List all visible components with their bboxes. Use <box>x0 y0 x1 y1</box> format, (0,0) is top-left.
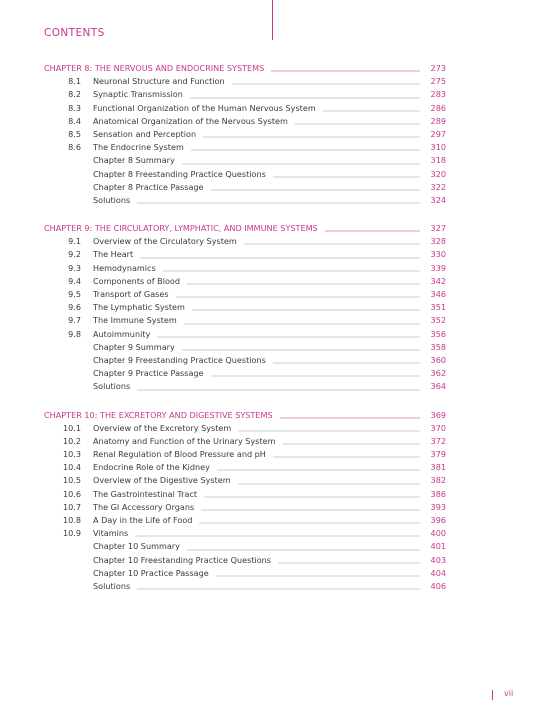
page-title: CONTENTS <box>44 27 105 39</box>
dot-leader <box>137 582 420 590</box>
section-title: Chapter 10 Freestanding Practice Questions <box>93 554 272 565</box>
dot-leader <box>187 543 420 551</box>
section-page-number: 358 <box>430 341 446 352</box>
toc-entry[interactable] <box>44 501 446 514</box>
section-title: The Heart <box>93 249 134 260</box>
section-title: Sensation and Perception <box>93 128 197 139</box>
section-page-number: 283 <box>430 89 446 100</box>
section-title: Hemodynamics <box>93 262 156 273</box>
section-page-number: 400 <box>430 528 446 539</box>
section-page-number: 372 <box>430 435 446 446</box>
section-number: 10.8 <box>62 515 81 525</box>
chapter-page-number: 369 <box>430 409 446 420</box>
section-page-number: 403 <box>430 554 446 565</box>
dot-leader <box>323 104 420 112</box>
toc-entry[interactable] <box>44 88 446 101</box>
section-title: Chapter 8 Practice Passage <box>93 181 204 192</box>
section-page-number: 320 <box>430 168 446 179</box>
section-page-number: 351 <box>430 302 446 313</box>
section-title: Neuronal Structure and Function <box>93 76 225 87</box>
dot-leader <box>184 317 420 325</box>
section-title: Solutions <box>93 580 131 591</box>
chapter-heading-row[interactable] <box>44 409 446 422</box>
chapter-title: CHAPTER 9: THE CIRCULATORY, LYMPHATIC, AND IMMUNE SYSTEMS <box>44 223 318 234</box>
section-number: 10.4 <box>62 462 81 473</box>
dot-leader <box>182 157 420 165</box>
dot-leader <box>163 264 420 272</box>
dot-leader <box>273 356 420 364</box>
dot-leader <box>137 196 420 204</box>
toc-entry[interactable] <box>44 275 446 288</box>
section-number: 9.7 <box>68 315 81 326</box>
dot-leader <box>199 516 420 524</box>
toc-entry[interactable] <box>44 301 446 314</box>
toc-entry[interactable] <box>44 314 446 327</box>
toc-entry[interactable] <box>44 154 446 167</box>
toc-entry[interactable] <box>44 248 446 261</box>
section-page-number: 346 <box>430 289 446 299</box>
top-divider <box>272 0 273 40</box>
dot-leader <box>216 569 420 577</box>
chapter-block <box>44 222 446 393</box>
section-title: Solutions <box>93 381 131 392</box>
section-title: Chapter 8 Freestanding Practice Questions <box>93 168 266 179</box>
section-number: 9.2 <box>68 249 81 260</box>
section-page-number: 297 <box>430 128 446 139</box>
section-page-number: 342 <box>430 275 446 286</box>
chapter-title: CHAPTER 10: THE EXCRETORY AND DIGESTIVE SYSTEMS <box>44 409 273 420</box>
toc-entry[interactable] <box>44 181 446 194</box>
section-number: 9.8 <box>68 328 81 339</box>
toc-entry[interactable] <box>44 554 446 567</box>
section-number: 9.1 <box>68 236 81 247</box>
dot-leader <box>280 411 420 419</box>
toc-entry[interactable] <box>44 448 446 461</box>
section-title: Chapter 9 Summary <box>93 341 175 352</box>
dot-leader <box>238 477 420 485</box>
dot-leader <box>271 64 420 72</box>
section-title: Overview of the Circulatory System <box>93 236 237 247</box>
toc-entry[interactable] <box>44 141 446 154</box>
chapter-heading-row[interactable] <box>44 62 446 75</box>
section-title: Solutions <box>93 194 131 205</box>
section-number: 8.6 <box>68 142 81 153</box>
folio-page-number: vii <box>504 689 514 698</box>
section-page-number: 356 <box>430 328 446 339</box>
section-title: Chapter 10 Summary <box>93 541 180 552</box>
section-page-number: 324 <box>430 194 446 205</box>
section-title: Chapter 8 Summary <box>93 155 175 166</box>
section-number: 10.6 <box>62 488 81 499</box>
section-number: 8.1 <box>68 76 81 87</box>
toc-entry[interactable] <box>44 354 446 367</box>
toc-entry[interactable] <box>44 474 446 487</box>
toc-entry[interactable] <box>44 168 446 181</box>
toc-entry[interactable] <box>44 435 446 448</box>
dot-leader <box>211 183 420 191</box>
section-page-number: 339 <box>430 262 446 273</box>
section-number: 9.6 <box>68 302 81 313</box>
dot-leader <box>182 343 420 351</box>
section-page-number: 318 <box>430 155 446 166</box>
section-title: Chapter 10 Practice Passage <box>93 567 209 578</box>
section-page-number: 310 <box>430 142 446 153</box>
toc-entry[interactable] <box>44 461 446 474</box>
dot-leader <box>201 503 420 511</box>
dot-leader <box>187 277 420 285</box>
section-number: 8.4 <box>68 115 81 126</box>
section-title: Renal Regulation of Blood Pressure and pH <box>93 449 266 460</box>
toc-entry[interactable] <box>44 540 446 553</box>
chapter-block <box>44 62 446 207</box>
section-title: Anatomical Organization of the Nervous System <box>93 115 288 126</box>
dot-leader <box>157 330 420 338</box>
section-title: Endocrine Role of the Kidney <box>93 462 210 473</box>
section-title: Chapter 9 Freestanding Practice Questions <box>93 354 266 365</box>
section-number: 8.5 <box>68 128 81 139</box>
section-page-number: 404 <box>430 567 446 578</box>
toc-entry[interactable] <box>44 235 446 248</box>
section-title: The Endocrine System <box>93 142 184 153</box>
dot-leader <box>295 117 420 125</box>
section-page-number: 289 <box>430 115 446 126</box>
section-page-number: 401 <box>430 541 446 552</box>
toc-entry[interactable] <box>44 128 446 141</box>
dot-leader <box>217 463 420 471</box>
section-number: 9.3 <box>68 262 81 273</box>
section-number: 8.3 <box>68 102 81 113</box>
dot-leader <box>190 91 420 99</box>
section-title: The Immune System <box>93 315 177 326</box>
toc-entry[interactable] <box>44 115 446 128</box>
dot-leader <box>211 369 420 377</box>
section-page-number: 362 <box>430 368 446 379</box>
dot-leader <box>135 529 420 537</box>
section-title: Vitamins <box>93 528 129 539</box>
dot-leader <box>140 251 420 259</box>
section-title: The Lymphatic System <box>93 302 185 313</box>
toc-entry[interactable] <box>44 328 446 341</box>
section-number: 10.2 <box>62 435 81 446</box>
dot-leader <box>232 77 420 85</box>
section-title: Components of Blood <box>93 275 180 286</box>
section-title: Chapter 9 Practice Passage <box>93 368 204 379</box>
dot-leader <box>273 450 420 458</box>
toc-entry[interactable] <box>44 288 446 301</box>
section-number: 8.2 <box>68 89 81 100</box>
chapter-heading-row[interactable] <box>44 222 446 235</box>
footer-divider <box>492 690 493 700</box>
section-number: 10.5 <box>62 475 81 486</box>
section-page-number: 382 <box>430 475 446 486</box>
section-page-number: 393 <box>430 501 446 512</box>
toc-entry[interactable] <box>44 567 446 580</box>
dot-leader <box>244 237 420 245</box>
section-page-number: 328 <box>430 236 446 247</box>
chapter-entries <box>44 75 446 207</box>
toc-entry[interactable] <box>44 75 446 88</box>
dot-leader <box>137 383 420 391</box>
toc-entry[interactable] <box>44 341 446 354</box>
dot-leader <box>238 424 420 432</box>
section-number: 10.3 <box>62 449 81 460</box>
toc-entry[interactable] <box>44 514 446 527</box>
section-page-number: 379 <box>430 449 446 460</box>
section-page-number: 370 <box>430 422 446 433</box>
dot-leader <box>191 143 420 151</box>
chapter-title: CHAPTER 8: THE NERVOUS AND ENDOCRINE SYSTEMS <box>44 63 265 73</box>
section-page-number: 406 <box>430 580 446 591</box>
toc-entry[interactable] <box>44 194 446 207</box>
chapter-block <box>44 409 446 594</box>
section-page-number: 386 <box>430 488 446 499</box>
section-number: 10.7 <box>62 501 81 512</box>
dot-leader <box>273 170 420 178</box>
section-title: The GI Accessory Organs <box>93 501 195 512</box>
section-page-number: 330 <box>430 249 446 260</box>
section-title: Transport of Gases <box>93 289 169 299</box>
section-title: Functional Organization of the Human Nervous System <box>93 102 316 113</box>
dot-leader <box>203 130 420 138</box>
dot-leader <box>192 303 420 311</box>
section-title: Synaptic Transmission <box>93 89 183 100</box>
toc-entry[interactable] <box>44 580 446 593</box>
section-page-number: 381 <box>430 462 446 473</box>
toc-entry[interactable] <box>44 367 446 380</box>
dot-leader <box>176 290 420 298</box>
toc-entry[interactable] <box>44 262 446 275</box>
section-page-number: 322 <box>430 181 446 192</box>
section-number: 10.1 <box>62 422 81 433</box>
table-of-contents <box>44 62 446 608</box>
section-title: Overview of the Digestive System <box>93 475 231 486</box>
section-number: 9.4 <box>68 275 81 286</box>
section-title: A Day in the Life of Food <box>93 515 193 525</box>
toc-entry[interactable] <box>44 380 446 393</box>
chapter-entries <box>44 422 446 593</box>
toc-entry[interactable] <box>44 422 446 435</box>
dot-leader <box>283 437 421 445</box>
section-page-number: 286 <box>430 102 446 113</box>
section-title: Anatomy and Function of the Urinary System <box>93 435 276 446</box>
section-page-number: 352 <box>430 315 446 326</box>
toc-entry[interactable] <box>44 488 446 501</box>
dot-leader <box>278 556 420 564</box>
dot-leader <box>204 490 420 498</box>
chapter-entries <box>44 235 446 393</box>
toc-entry[interactable] <box>44 527 446 540</box>
section-number: 9.5 <box>68 289 81 299</box>
section-page-number: 360 <box>430 354 446 365</box>
section-number: 10.9 <box>62 528 81 539</box>
section-title: Autoimmunity <box>93 328 151 339</box>
section-page-number: 275 <box>430 76 446 87</box>
chapter-page-number: 327 <box>430 223 446 234</box>
section-page-number: 364 <box>430 381 446 392</box>
dot-leader <box>325 224 420 232</box>
section-title: The Gastrointestinal Tract <box>93 488 198 499</box>
section-title: Overview of the Excretory System <box>93 422 232 433</box>
section-page-number: 396 <box>430 515 446 525</box>
chapter-page-number: 273 <box>430 63 446 73</box>
toc-entry[interactable] <box>44 102 446 115</box>
